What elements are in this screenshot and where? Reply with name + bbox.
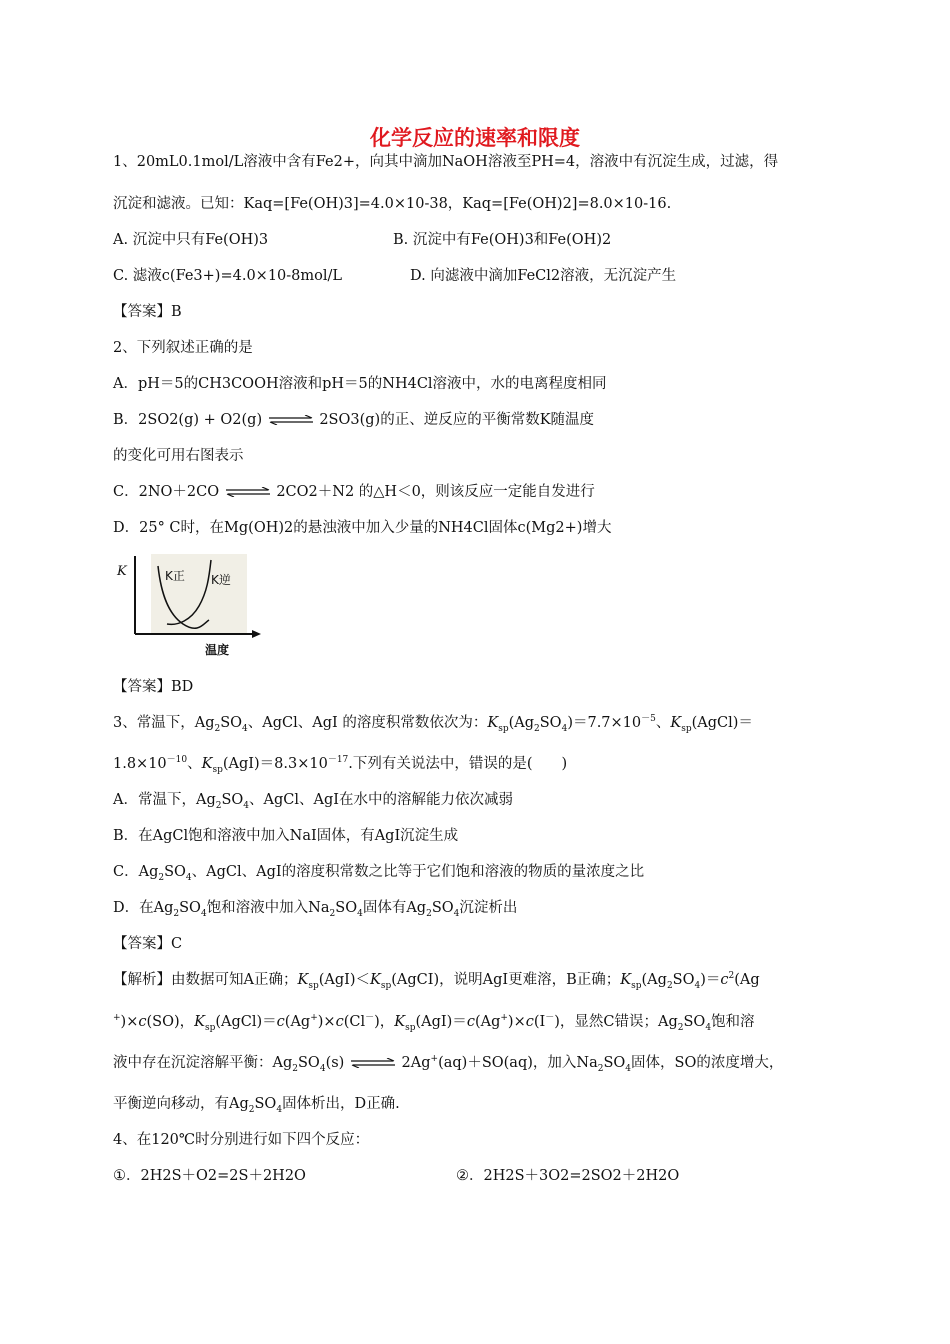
q1-option-b: B. 沉淀中有Fe(OH)3和Fe(OH)2 (393, 232, 612, 248)
q3-stem-line1: 3、常温下，$Ag_2SO_4$、AgCl、AgI 的溶度积常数依次为：$K_{sp}(Ag_2SO_4)=7.7\times 10^{-5}$、$K_{sp}(AgCl)=$ (113, 714, 753, 734)
q3-explanation-line3: 液中存在沉淀溶解平衡：$Ag_2SO_4(s)$ 2Ag+(aq)＋SO(aq)，加入$Na_2SO_4$固体，SO的浓度增大， (113, 1054, 784, 1074)
q2-option-c: C．2NO＋2CO 2CO2＋N2 的△H＜0，则该反应一定能自发进行 (113, 484, 595, 500)
q3-stem-line2: $1.8\times 10^{-10}$、$K_{sp}(AgI)=8.3\times 10^{-17}$.下列有关说法中，错误的是( ) (113, 755, 568, 775)
q1-option-a: A. 沉淀中只有Fe(OH)3 (113, 232, 269, 248)
q1-stem-line2: 沉淀和滤液。已知：Kaq=[Fe(OH)3]=4.0×10-38，Kaq=[Fe(OH)2]=8.0×10-16. (113, 196, 672, 212)
q3-explanation-line2: +)×c(SO)，$K_{sp}(AgCl)=c(Ag^+)\times c(Cl^-)$，$K_{sp}(AgI)=c(Ag^+)\times c(I^-)$，显然C错误；$Ag_2SO_4$饱和溶 (113, 1013, 755, 1033)
q2-answer: 【答案】BD (113, 679, 194, 695)
graph-background (151, 554, 247, 634)
q1-option-d: D. 向滤液中滴加FeCl2溶液，无沉淀产生 (410, 268, 677, 284)
graph-x-label: 温度 (205, 643, 230, 657)
q3-answer: 【答案】C (113, 936, 183, 952)
page-title: 化学反应的速率和限度 (370, 126, 580, 150)
q3-explanation-line4: 平衡逆向移动，有$Ag_2SO_4$固体析出，D正确. (113, 1096, 400, 1115)
equilibrium-arrow-icon (267, 415, 315, 425)
graph-curve2-label: K逆 (211, 573, 231, 587)
q3-option-a: A．常温下，$Ag_2SO_4$、AgCl、AgI在水中的溶解能力依次减弱 (113, 792, 513, 811)
q3-explanation-line1: 【解析】由数据可知A正确；$K_{sp}(AgI)<K_{sp}(AgCI)$，说明AgI更难溶，B正确；$K_{sp}(Ag_2SO_4)=c^2(Ag$ (113, 971, 760, 991)
q1-answer: 【答案】B (113, 304, 182, 320)
equilibrium-arrow-icon (349, 1058, 397, 1068)
q2-option-d: D．25° C时，在Mg(OH)2的悬浊液中加入少量的NH4Cl固体c(Mg2+)增大 (113, 520, 612, 536)
q3-option-c: C．$Ag_2SO_4$、AgCl、AgI的溶度积常数之比等于它们饱和溶液的物质的量浓度之比 (113, 864, 645, 883)
graph-curve1-label: K正 (165, 569, 185, 583)
q2-stem: 2、下列叙述正确的是 (113, 340, 253, 356)
q4-stem: 4、在120℃时分别进行如下四个反应： (113, 1132, 370, 1148)
graph-y-label: K (117, 564, 127, 579)
q3-option-b: B．在AgCl饱和溶液中加入NaI固体，有AgI沉淀生成 (113, 828, 459, 844)
q2-option-b-line2: 的变化可用右图表示 (113, 448, 244, 464)
q2-option-b: B．2SO2(g) + O2(g) 2SO3(g)的正、逆反应的平衡常数K随温度 (113, 412, 595, 428)
q4-reaction-2: ②．2H2S＋3O2=2SO2＋2H2O (456, 1168, 680, 1184)
q3-option-d: D．在$Ag_2SO_4$饱和溶液中加入$Na_2SO_4$固体有$Ag_2SO_4$沉淀析出 (113, 900, 518, 919)
k-temperature-graph (113, 548, 263, 660)
x-axis-arrow-icon (252, 630, 261, 638)
q4-reaction-1: ①．2H2S＋O2=2S＋2H2O (113, 1168, 306, 1184)
q2-option-a: A．pH＝5的CH3COOH溶液和pH＝5的NH4Cl溶液中，水的电离程度相同 (113, 376, 607, 392)
equilibrium-arrow-icon (224, 487, 272, 497)
q1-option-c: C. 滤液c(Fe3+)=4.0×10-8mol/L (113, 268, 343, 284)
q1-stem-line1: 1、20mL0.1mol/L溶液中含有Fe2+，向其中滴加NaOH溶液至PH=4，溶液中有沉淀生成，过滤，得 (113, 154, 779, 170)
